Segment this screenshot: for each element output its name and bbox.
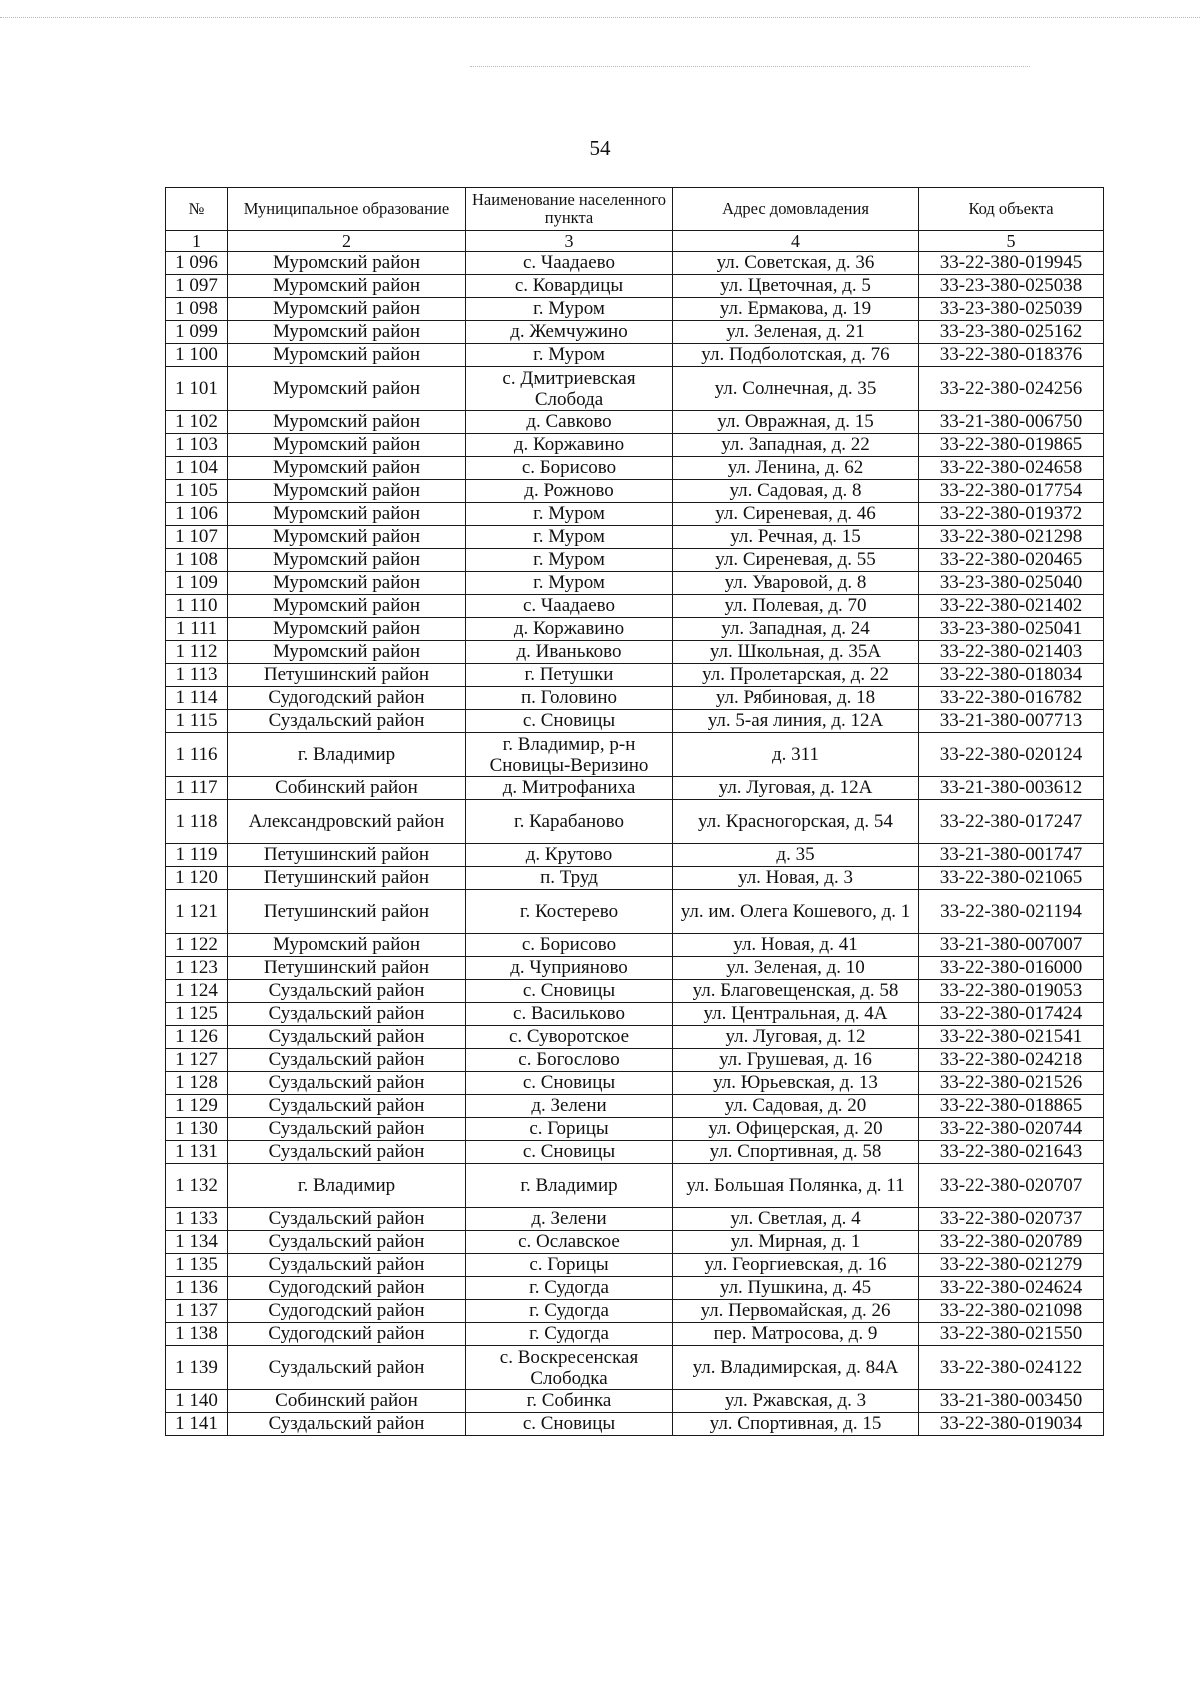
address-cell: ул. им. Олега Кошевого, д. 1 [673, 890, 919, 934]
municipality-cell: Муромский район [228, 572, 466, 595]
object-code-cell: 33-22-380-024256 [919, 367, 1104, 411]
row-number: 1 130 [166, 1118, 228, 1141]
row-number: 1 098 [166, 298, 228, 321]
table-row [166, 1026, 1104, 1049]
address-cell: ул. Юрьевская, д. 13 [673, 1072, 919, 1095]
object-code-cell: 33-22-380-024624 [919, 1277, 1104, 1300]
municipality-cell: Александровский район [228, 800, 466, 844]
settlement-cell: п. Труд [466, 867, 673, 890]
address-cell: ул. Мирная, д. 1 [673, 1231, 919, 1254]
settlement-cell: с. Васильково [466, 1003, 673, 1026]
row-number: 1 101 [166, 367, 228, 411]
table-row [166, 1095, 1104, 1118]
municipality-cell: Суздальский район [228, 1118, 466, 1141]
address-cell: ул. Цветочная, д. 5 [673, 275, 919, 298]
row-number: 1 136 [166, 1277, 228, 1300]
address-cell: ул. Рябиновая, д. 18 [673, 687, 919, 710]
settlement-cell: д. Зелени [466, 1208, 673, 1231]
object-code-cell: 33-22-380-021541 [919, 1026, 1104, 1049]
address-cell: ул. Зеленая, д. 21 [673, 321, 919, 344]
table-row [166, 641, 1104, 664]
settlement-cell: с. Сновицы [466, 1072, 673, 1095]
settlement-cell: г. Судогда [466, 1300, 673, 1323]
object-code-cell: 33-23-380-025041 [919, 618, 1104, 641]
object-code-cell: 33-22-380-019034 [919, 1413, 1104, 1436]
object-code-cell: 33-22-380-017247 [919, 800, 1104, 844]
municipality-cell: г. Владимир [228, 733, 466, 777]
row-number: 1 128 [166, 1072, 228, 1095]
table-row [166, 800, 1104, 844]
address-cell: ул. 5-ая линия, д. 12А [673, 710, 919, 733]
row-number: 1 096 [166, 252, 228, 275]
row-number: 1 113 [166, 664, 228, 687]
row-number: 1 131 [166, 1141, 228, 1164]
table-row [166, 1164, 1104, 1208]
address-cell: ул. Луговая, д. 12 [673, 1026, 919, 1049]
settlement-cell: д. Крутово [466, 844, 673, 867]
row-number: 1 140 [166, 1390, 228, 1413]
table-header-row [166, 188, 1104, 231]
table-row [166, 1390, 1104, 1413]
address-cell: ул. Речная, д. 15 [673, 526, 919, 549]
settlement-cell: с. Борисово [466, 457, 673, 480]
row-number: 1 135 [166, 1254, 228, 1277]
address-cell: ул. Спортивная, д. 58 [673, 1141, 919, 1164]
row-number: 1 123 [166, 957, 228, 980]
object-code-cell: 33-22-380-021550 [919, 1323, 1104, 1346]
address-cell: ул. Садовая, д. 8 [673, 480, 919, 503]
settlement-cell: д. Чуприяново [466, 957, 673, 980]
address-cell: ул. Первомайская, д. 26 [673, 1300, 919, 1323]
settlement-cell: с. Суворотское [466, 1026, 673, 1049]
address-cell: ул. Западная, д. 24 [673, 618, 919, 641]
municipality-cell: Судогодский район [228, 1277, 466, 1300]
address-cell: ул. Уваровой, д. 8 [673, 572, 919, 595]
municipality-cell: Муромский район [228, 934, 466, 957]
row-number: 1 105 [166, 480, 228, 503]
settlement-cell: с. Сновицы [466, 710, 673, 733]
row-number: 1 111 [166, 618, 228, 641]
settlement-cell: п. Головино [466, 687, 673, 710]
table-row [166, 298, 1104, 321]
municipality-cell: Суздальский район [228, 1208, 466, 1231]
address-cell: д. 35 [673, 844, 919, 867]
address-cell: ул. Пролетарская, д. 22 [673, 664, 919, 687]
address-cell: ул. Новая, д. 3 [673, 867, 919, 890]
table-row [166, 275, 1104, 298]
municipality-cell: Муромский район [228, 298, 466, 321]
table-row [166, 733, 1104, 777]
table-row [166, 1413, 1104, 1436]
municipality-cell: Суздальский район [228, 1141, 466, 1164]
settlement-cell: г. Владимир, р-н Сновицы-Веризино [466, 733, 673, 777]
table-row [166, 457, 1104, 480]
table-row [166, 1118, 1104, 1141]
table-row [166, 252, 1104, 275]
settlement-cell: с. Дмитриевская Слобода [466, 367, 673, 411]
settlement-cell: с. Сновицы [466, 980, 673, 1003]
municipality-cell: Суздальский район [228, 1254, 466, 1277]
object-code-cell: 33-21-380-006750 [919, 411, 1104, 434]
settlement-cell: д. Жемчужино [466, 321, 673, 344]
object-code-cell: 33-23-380-025038 [919, 275, 1104, 298]
object-code-cell: 33-22-380-020707 [919, 1164, 1104, 1208]
object-code-cell: 33-22-380-017424 [919, 1003, 1104, 1026]
object-code-cell: 33-22-380-018034 [919, 664, 1104, 687]
object-code-cell: 33-22-380-021279 [919, 1254, 1104, 1277]
address-cell: ул. Ленина, д. 62 [673, 457, 919, 480]
settlement-cell: д. Зелени [466, 1095, 673, 1118]
municipality-cell: Петушинский район [228, 664, 466, 687]
municipality-cell: Петушинский район [228, 957, 466, 980]
object-code-cell: 33-22-380-020744 [919, 1118, 1104, 1141]
object-code-cell: 33-22-380-017754 [919, 480, 1104, 503]
municipality-cell: Петушинский район [228, 890, 466, 934]
settlement-cell: д. Коржавино [466, 434, 673, 457]
table-row [166, 1049, 1104, 1072]
row-number: 1 100 [166, 344, 228, 367]
municipality-cell: Петушинский район [228, 844, 466, 867]
municipality-cell: Муромский район [228, 344, 466, 367]
table-row [166, 618, 1104, 641]
table-body [166, 252, 1104, 1436]
address-cell: ул. Сиреневая, д. 55 [673, 549, 919, 572]
row-number: 1 139 [166, 1346, 228, 1390]
settlement-cell: г. Муром [466, 549, 673, 572]
object-code-cell: 33-22-380-016000 [919, 957, 1104, 980]
row-number: 1 134 [166, 1231, 228, 1254]
settlement-cell: г. Муром [466, 298, 673, 321]
object-code-cell: 33-22-380-019053 [919, 980, 1104, 1003]
column-number: 1 [166, 231, 228, 252]
scan-artifact-line [0, 17, 1200, 18]
row-number: 1 137 [166, 1300, 228, 1323]
settlement-cell: с. Ославское [466, 1231, 673, 1254]
settlement-cell: с. Богослово [466, 1049, 673, 1072]
municipality-cell: Муромский район [228, 434, 466, 457]
object-code-cell: 33-22-380-020124 [919, 733, 1104, 777]
settlement-cell: с. Чаадаево [466, 595, 673, 618]
object-code-cell: 33-21-380-007007 [919, 934, 1104, 957]
settlement-cell: с. Сновицы [466, 1413, 673, 1436]
object-code-cell: 33-21-380-001747 [919, 844, 1104, 867]
object-code-cell: 33-22-380-020737 [919, 1208, 1104, 1231]
column-number: 3 [466, 231, 673, 252]
row-number: 1 107 [166, 526, 228, 549]
address-cell: ул. Солнечная, д. 35 [673, 367, 919, 411]
municipality-cell: Муромский район [228, 618, 466, 641]
address-cell: ул. Благовещенская, д. 58 [673, 980, 919, 1003]
column-number: 2 [228, 231, 466, 252]
table-row [166, 934, 1104, 957]
row-number: 1 121 [166, 890, 228, 934]
table-row [166, 1141, 1104, 1164]
object-code-cell: 33-22-380-024218 [919, 1049, 1104, 1072]
settlement-cell: с. Сновицы [466, 1141, 673, 1164]
settlement-cell: д. Рожново [466, 480, 673, 503]
settlement-cell: д. Митрофаниха [466, 777, 673, 800]
municipality-cell: Судогодский район [228, 687, 466, 710]
table-row [166, 480, 1104, 503]
municipality-cell: Суздальский район [228, 710, 466, 733]
address-cell: ул. Ермакова, д. 19 [673, 298, 919, 321]
address-cell: ул. Луговая, д. 12А [673, 777, 919, 800]
object-registry-table [165, 187, 1104, 1436]
object-code-cell: 33-23-380-025162 [919, 321, 1104, 344]
municipality-cell: Муромский район [228, 503, 466, 526]
settlement-cell: г. Карабаново [466, 800, 673, 844]
settlement-cell: д. Коржавино [466, 618, 673, 641]
municipality-cell: г. Владимир [228, 1164, 466, 1208]
object-code-cell: 33-23-380-025040 [919, 572, 1104, 595]
object-code-cell: 33-22-380-021402 [919, 595, 1104, 618]
table-row [166, 595, 1104, 618]
row-number: 1 125 [166, 1003, 228, 1026]
table-row [166, 1254, 1104, 1277]
municipality-cell: Муромский район [228, 457, 466, 480]
municipality-cell: Муромский район [228, 595, 466, 618]
object-code-cell: 33-22-380-019372 [919, 503, 1104, 526]
page-number: 54 [589, 136, 611, 160]
row-number: 1 122 [166, 934, 228, 957]
table-row [166, 367, 1104, 411]
settlement-cell: с. Чаадаево [466, 252, 673, 275]
municipality-cell: Муромский район [228, 411, 466, 434]
table-row [166, 1277, 1104, 1300]
row-number: 1 099 [166, 321, 228, 344]
table-row [166, 687, 1104, 710]
municipality-cell: Судогодский район [228, 1300, 466, 1323]
table-row [166, 710, 1104, 733]
settlement-cell: с. Горицы [466, 1118, 673, 1141]
column-number: 5 [919, 231, 1104, 252]
row-number: 1 141 [166, 1413, 228, 1436]
table-row [166, 777, 1104, 800]
object-code-cell: 33-21-380-003450 [919, 1390, 1104, 1413]
row-number: 1 104 [166, 457, 228, 480]
object-code-cell: 33-22-380-024658 [919, 457, 1104, 480]
address-cell: ул. Владимирская, д. 84А [673, 1346, 919, 1390]
settlement-cell: г. Муром [466, 503, 673, 526]
table-row [166, 572, 1104, 595]
row-number: 1 108 [166, 549, 228, 572]
header-address: Адрес домовладения [673, 188, 919, 231]
table-row [166, 1003, 1104, 1026]
object-code-cell: 33-21-380-003612 [919, 777, 1104, 800]
settlement-cell: д. Савково [466, 411, 673, 434]
address-cell: ул. Грушевая, д. 16 [673, 1049, 919, 1072]
table-row [166, 1300, 1104, 1323]
settlement-cell: д. Иваньково [466, 641, 673, 664]
address-cell: пер. Матросова, д. 9 [673, 1323, 919, 1346]
row-number: 1 109 [166, 572, 228, 595]
address-cell: ул. Полевая, д. 70 [673, 595, 919, 618]
row-number: 1 129 [166, 1095, 228, 1118]
municipality-cell: Суздальский район [228, 1072, 466, 1095]
object-code-cell: 33-23-380-025039 [919, 298, 1104, 321]
address-cell: ул. Светлая, д. 4 [673, 1208, 919, 1231]
municipality-cell: Суздальский район [228, 1346, 466, 1390]
municipality-cell: Судогодский район [228, 1323, 466, 1346]
municipality-cell: Суздальский район [228, 1049, 466, 1072]
municipality-cell: Муромский район [228, 549, 466, 572]
object-code-cell: 33-21-380-007713 [919, 710, 1104, 733]
object-code-cell: 33-22-380-021403 [919, 641, 1104, 664]
settlement-cell: г. Муром [466, 526, 673, 549]
address-cell: ул. Центральная, д. 4А [673, 1003, 919, 1026]
table-row [166, 526, 1104, 549]
settlement-cell: г. Костерево [466, 890, 673, 934]
table-row [166, 411, 1104, 434]
object-code-cell: 33-22-380-021643 [919, 1141, 1104, 1164]
row-number: 1 117 [166, 777, 228, 800]
row-number: 1 115 [166, 710, 228, 733]
object-code-cell: 33-22-380-021298 [919, 526, 1104, 549]
address-cell: ул. Советская, д. 36 [673, 252, 919, 275]
municipality-cell: Муромский район [228, 275, 466, 298]
object-code-cell: 33-22-380-024122 [919, 1346, 1104, 1390]
settlement-cell: г. Судогда [466, 1323, 673, 1346]
table-row [166, 321, 1104, 344]
row-number: 1 124 [166, 980, 228, 1003]
row-number: 1 112 [166, 641, 228, 664]
row-number: 1 126 [166, 1026, 228, 1049]
table-row [166, 344, 1104, 367]
address-cell: д. 311 [673, 733, 919, 777]
row-number: 1 138 [166, 1323, 228, 1346]
address-cell: ул. Садовая, д. 20 [673, 1095, 919, 1118]
object-code-cell: 33-22-380-018865 [919, 1095, 1104, 1118]
object-code-cell: 33-22-380-021194 [919, 890, 1104, 934]
municipality-cell: Суздальский район [228, 1231, 466, 1254]
row-number: 1 103 [166, 434, 228, 457]
header-number: № [166, 188, 228, 231]
municipality-cell: Суздальский район [228, 1095, 466, 1118]
settlement-cell: г. Собинка [466, 1390, 673, 1413]
municipality-cell: Муромский район [228, 367, 466, 411]
table-row [166, 1072, 1104, 1095]
municipality-cell: Муромский район [228, 252, 466, 275]
table-row [166, 980, 1104, 1003]
municipality-cell: Суздальский район [228, 1026, 466, 1049]
municipality-cell: Суздальский район [228, 980, 466, 1003]
address-cell: ул. Овражная, д. 15 [673, 411, 919, 434]
address-cell: ул. Ржавская, д. 3 [673, 1390, 919, 1413]
row-number: 1 120 [166, 867, 228, 890]
column-number-row [166, 231, 1104, 252]
object-code-cell: 33-22-380-021065 [919, 867, 1104, 890]
object-code-cell: 33-22-380-020789 [919, 1231, 1104, 1254]
address-cell: ул. Георгиевская, д. 16 [673, 1254, 919, 1277]
object-code-cell: 33-22-380-016782 [919, 687, 1104, 710]
table-row [166, 1231, 1104, 1254]
municipality-cell: Муромский район [228, 641, 466, 664]
row-number: 1 110 [166, 595, 228, 618]
table-row [166, 957, 1104, 980]
settlement-cell: с. Воскресенская Слободка [466, 1346, 673, 1390]
row-number: 1 102 [166, 411, 228, 434]
column-number: 4 [673, 231, 919, 252]
table-row [166, 503, 1104, 526]
address-cell: ул. Западная, д. 22 [673, 434, 919, 457]
row-number: 1 127 [166, 1049, 228, 1072]
address-cell: ул. Зеленая, д. 10 [673, 957, 919, 980]
settlement-cell: с. Борисово [466, 934, 673, 957]
address-cell: ул. Новая, д. 41 [673, 934, 919, 957]
object-code-cell: 33-22-380-019945 [919, 252, 1104, 275]
settlement-cell: г. Муром [466, 344, 673, 367]
row-number: 1 118 [166, 800, 228, 844]
table-row [166, 434, 1104, 457]
object-code-cell: 33-22-380-021098 [919, 1300, 1104, 1323]
table-row [166, 867, 1104, 890]
municipality-cell: Суздальский район [228, 1003, 466, 1026]
table-row [166, 844, 1104, 867]
object-code-cell: 33-22-380-021526 [919, 1072, 1104, 1095]
address-cell: ул. Офицерская, д. 20 [673, 1118, 919, 1141]
municipality-cell: Муромский район [228, 480, 466, 503]
table-row [166, 549, 1104, 572]
address-cell: ул. Большая Полянка, д. 11 [673, 1164, 919, 1208]
municipality-cell: Муромский район [228, 321, 466, 344]
address-cell: ул. Спортивная, д. 15 [673, 1413, 919, 1436]
header-object-code: Код объекта [919, 188, 1104, 231]
row-number: 1 106 [166, 503, 228, 526]
object-code-cell: 33-22-380-019865 [919, 434, 1104, 457]
scan-artifact-line [470, 66, 1030, 67]
municipality-cell: Петушинский район [228, 867, 466, 890]
settlement-cell: г. Владимир [466, 1164, 673, 1208]
settlement-cell: г. Судогда [466, 1277, 673, 1300]
address-cell: ул. Школьная, д. 35А [673, 641, 919, 664]
row-number: 1 133 [166, 1208, 228, 1231]
row-number: 1 132 [166, 1164, 228, 1208]
table-row [166, 1323, 1104, 1346]
address-cell: ул. Красногорская, д. 54 [673, 800, 919, 844]
table-row [166, 1346, 1104, 1390]
table-row [166, 664, 1104, 687]
table-row [166, 890, 1104, 934]
header-settlement: Наименование населенного пункта [466, 188, 673, 231]
municipality-cell: Собинский район [228, 1390, 466, 1413]
municipality-cell: Собинский район [228, 777, 466, 800]
settlement-cell: с. Горицы [466, 1254, 673, 1277]
object-code-cell: 33-22-380-020465 [919, 549, 1104, 572]
address-cell: ул. Сиреневая, д. 46 [673, 503, 919, 526]
table-row [166, 1208, 1104, 1231]
row-number: 1 114 [166, 687, 228, 710]
row-number: 1 119 [166, 844, 228, 867]
row-number: 1 116 [166, 733, 228, 777]
address-cell: ул. Подболотская, д. 76 [673, 344, 919, 367]
settlement-cell: г. Петушки [466, 664, 673, 687]
row-number: 1 097 [166, 275, 228, 298]
municipality-cell: Суздальский район [228, 1413, 466, 1436]
object-code-cell: 33-22-380-018376 [919, 344, 1104, 367]
municipality-cell: Муромский район [228, 526, 466, 549]
settlement-cell: с. Ковардицы [466, 275, 673, 298]
settlement-cell: г. Муром [466, 572, 673, 595]
header-municipality: Муниципальное образование [228, 188, 466, 231]
address-cell: ул. Пушкина, д. 45 [673, 1277, 919, 1300]
